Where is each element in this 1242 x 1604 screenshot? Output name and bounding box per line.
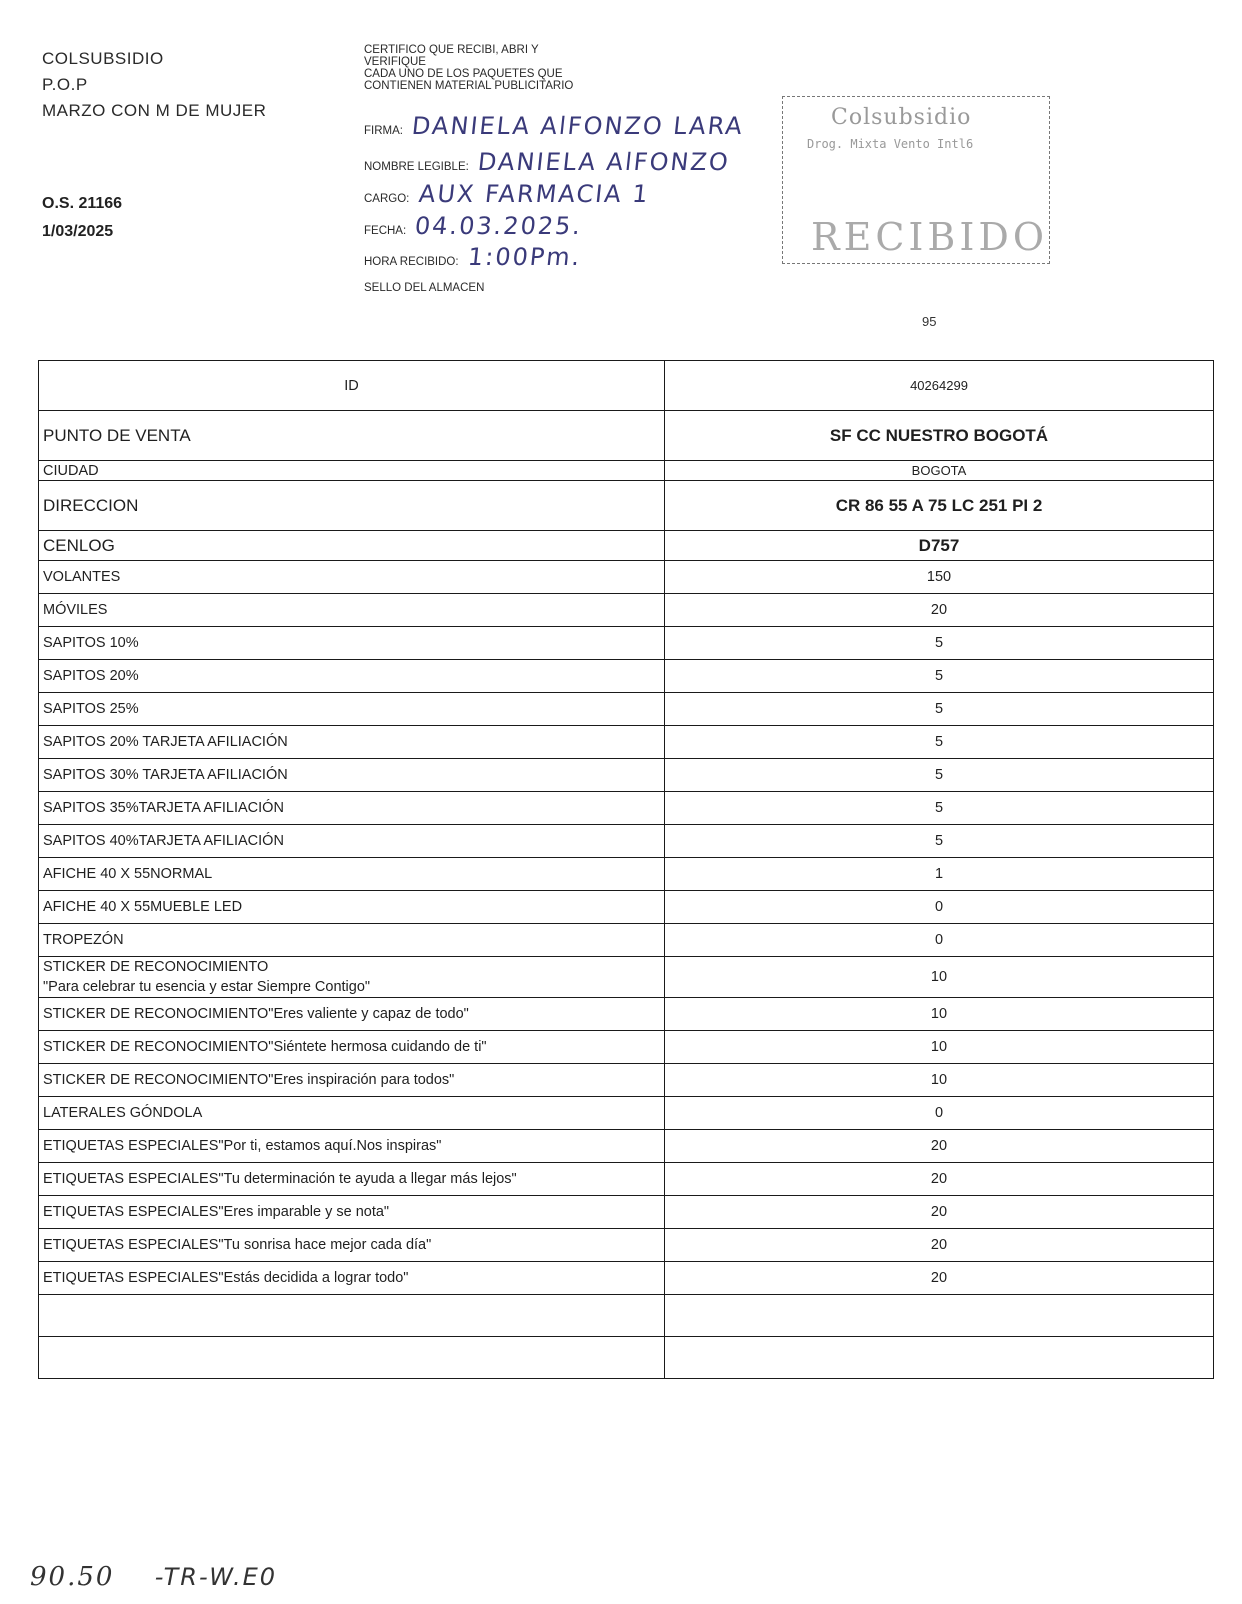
fecha-label: FECHA:: [364, 225, 407, 237]
row-label: AFICHE 40 X 55MUEBLE LED: [39, 891, 665, 924]
table-row: [39, 693, 1214, 726]
row-value: 0: [665, 1097, 1214, 1130]
row-value: [665, 1295, 1214, 1337]
cargo-label: CARGO:: [364, 193, 410, 205]
row-value: 5: [665, 825, 1214, 858]
table-row: [39, 594, 1214, 627]
hora-field: [364, 243, 581, 271]
table-row: [39, 825, 1214, 858]
nombre-label: NOMBRE LEGIBLE:: [364, 161, 469, 173]
material-table-body: [39, 361, 1214, 1379]
table-row: [39, 561, 1214, 594]
row-label: ID: [39, 361, 665, 411]
row-label: SAPITOS 40%TARJETA AFILIACIÓN: [39, 825, 665, 858]
row-value: 1: [665, 858, 1214, 891]
table-row: [39, 481, 1214, 531]
row-value: 10: [665, 1064, 1214, 1097]
footer-signature: -TR-W.E0: [154, 1563, 278, 1591]
table-row: [39, 1064, 1214, 1097]
table-row: [39, 1295, 1214, 1337]
row-value: 5: [665, 759, 1214, 792]
table-row: [39, 891, 1214, 924]
table-row: [39, 924, 1214, 957]
row-value: 20: [665, 1196, 1214, 1229]
table-row: [39, 627, 1214, 660]
row-label-line: STICKER DE RECONOCIMIENTO: [43, 959, 269, 975]
stamp-brand: Colsubsidio: [831, 105, 972, 130]
page-number: 95: [922, 314, 937, 329]
firma-field: [364, 112, 744, 140]
certificate-line: CADA UNO DE LOS PAQUETES QUE: [364, 68, 563, 80]
row-label: STICKER DE RECONOCIMIENTO"Eres valiente y capaz de todo": [39, 998, 665, 1031]
table-row: [39, 660, 1214, 693]
row-label: ETIQUETAS ESPECIALES"Tu determinación te ayuda a llegar más lejos": [39, 1163, 665, 1196]
material-table: [38, 360, 1214, 1379]
campaign-name: MARZO CON M DE MUJER: [42, 101, 267, 120]
table-row: [39, 1337, 1214, 1379]
row-value: 40264299: [665, 361, 1214, 411]
certificate-line: VERIFIQUE: [364, 56, 426, 68]
row-value: 10: [665, 998, 1214, 1031]
row-label: STICKER DE RECONOCIMIENTO"Siéntete hermosa cuidando de ti": [39, 1031, 665, 1064]
order-date: 1/03/2025: [42, 223, 114, 240]
row-label: [39, 957, 665, 998]
cargo-field: [364, 180, 649, 208]
row-label: SAPITOS 20%: [39, 660, 665, 693]
order-number: O.S. 21166: [42, 195, 123, 212]
row-label: CIUDAD: [39, 461, 665, 481]
hora-value: 1:00Pm.: [466, 243, 583, 271]
row-value: 5: [665, 627, 1214, 660]
row-value: 10: [665, 957, 1214, 998]
table-row: [39, 1229, 1214, 1262]
sello-label: SELLO DEL ALMACEN: [364, 282, 485, 294]
row-label: ETIQUETAS ESPECIALES"Eres imparable y se nota": [39, 1196, 665, 1229]
row-label: SAPITOS 35%TARJETA AFILIACIÓN: [39, 792, 665, 825]
table-row: [39, 1130, 1214, 1163]
table-row: [39, 1031, 1214, 1064]
table-row: [39, 1196, 1214, 1229]
row-label: VOLANTES: [39, 561, 665, 594]
firma-value: DANIELA AlFONZO LARA: [410, 112, 746, 140]
row-label: TROPEZÓN: [39, 924, 665, 957]
nombre-field: [364, 148, 730, 176]
row-value: 20: [665, 594, 1214, 627]
row-label: DIRECCION: [39, 481, 665, 531]
certificate-text: [364, 44, 634, 92]
row-label: SAPITOS 20% TARJETA AFILIACIÓN: [39, 726, 665, 759]
nombre-value: DANIELA AlFONZO: [476, 148, 732, 176]
row-label: LATERALES GÓNDOLA: [39, 1097, 665, 1130]
row-value: CR 86 55 A 75 LC 251 PI 2: [665, 481, 1214, 531]
row-value: 10: [665, 1031, 1214, 1064]
table-row: [39, 361, 1214, 411]
table-row: [39, 411, 1214, 461]
row-label: ETIQUETAS ESPECIALES"Tu sonrisa hace mejor cada día": [39, 1229, 665, 1262]
row-value: D757: [665, 531, 1214, 561]
table-row: [39, 1163, 1214, 1196]
footer-note: 90.50: [30, 1562, 115, 1592]
table-row: [39, 858, 1214, 891]
table-row: [39, 759, 1214, 792]
table-row: [39, 998, 1214, 1031]
fecha-field: [364, 212, 582, 240]
row-label-line: "Para celebrar tu esencia y estar Siempre Contigo": [43, 979, 371, 995]
row-value: 20: [665, 1229, 1214, 1262]
row-label: SAPITOS 25%: [39, 693, 665, 726]
row-label: ETIQUETAS ESPECIALES"Por ti, estamos aquí.Nos inspiras": [39, 1130, 665, 1163]
row-label: CENLOG: [39, 531, 665, 561]
certificate-line: CONTIENEN MATERIAL PUBLICITARIO: [364, 80, 574, 92]
row-value: BOGOTA: [665, 461, 1214, 481]
row-value: 20: [665, 1262, 1214, 1295]
row-value: [665, 1337, 1214, 1379]
table-row: [39, 1262, 1214, 1295]
hora-label: HORA RECIBIDO:: [364, 256, 459, 268]
footer-handwriting: [30, 1562, 277, 1592]
row-label: ETIQUETAS ESPECIALES"Estás decidida a lograr todo": [39, 1262, 665, 1295]
firma-label: FIRMA:: [364, 125, 403, 137]
order-block: [42, 190, 122, 246]
row-value: SF CC NUESTRO BOGOTÁ: [665, 411, 1214, 461]
table-row: [39, 957, 1214, 998]
row-label: AFICHE 40 X 55NORMAL: [39, 858, 665, 891]
fecha-value: 04.03.2025.: [413, 212, 584, 240]
row-label: SAPITOS 10%: [39, 627, 665, 660]
row-value: 20: [665, 1163, 1214, 1196]
row-label: [39, 1295, 665, 1337]
row-value: 5: [665, 660, 1214, 693]
row-value: 5: [665, 726, 1214, 759]
row-label: [39, 1337, 665, 1379]
row-value: 150: [665, 561, 1214, 594]
certificate-line: CERTIFICO QUE RECIBI, ABRI Y: [364, 44, 539, 56]
row-value: 5: [665, 792, 1214, 825]
table-row: [39, 726, 1214, 759]
row-value: 0: [665, 924, 1214, 957]
stamp-branch: Drog. Mixta Vento Intl6: [807, 137, 974, 151]
table-row: [39, 1097, 1214, 1130]
received-stamp: [782, 96, 1050, 264]
row-value: 5: [665, 693, 1214, 726]
table-row: [39, 531, 1214, 561]
row-label: MÓVILES: [39, 594, 665, 627]
row-label: PUNTO DE VENTA: [39, 411, 665, 461]
stamp-received: RECIBIDO: [811, 215, 1048, 259]
row-value: 20: [665, 1130, 1214, 1163]
company-name: COLSUBSIDIO: [42, 49, 164, 68]
cargo-value: AUX FARMACIA 1: [417, 180, 651, 208]
row-label: SAPITOS 30% TARJETA AFILIACIÓN: [39, 759, 665, 792]
table-row: [39, 461, 1214, 481]
pop-label: P.O.P: [42, 75, 88, 94]
table-row: [39, 792, 1214, 825]
header-left: [42, 46, 266, 124]
row-label: STICKER DE RECONOCIMIENTO"Eres inspiración para todos": [39, 1064, 665, 1097]
row-value: 0: [665, 891, 1214, 924]
